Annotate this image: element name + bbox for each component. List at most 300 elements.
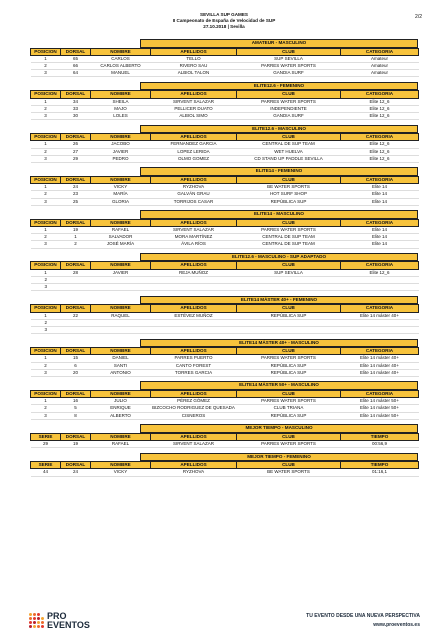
logo-dot (41, 617, 44, 620)
logo-dot (37, 617, 40, 620)
table-row (31, 312, 419, 319)
table-cell: Elite 14 máster 50+ (341, 412, 419, 419)
table-cell: CENTRAL DE SUP TEAM (237, 241, 341, 248)
table-cell: 24 (61, 469, 91, 476)
section-title: ELITE14 MÁSTER 50+ - MASCULINO (140, 381, 418, 390)
result-section (30, 39, 418, 77)
table-cell: 27 (61, 148, 91, 155)
table-cell: 2 (31, 405, 61, 412)
table-row (31, 326, 419, 333)
table-cell: 1 (31, 269, 61, 276)
table-cell: SANTI (91, 362, 151, 369)
table-row (31, 226, 419, 233)
column-header: DORSAL (61, 305, 91, 312)
table-cell: REPÚBLICA SUP (237, 362, 341, 369)
logo-dot (29, 621, 32, 624)
table-cell: 1 (31, 55, 61, 62)
column-header: CATEGORIA (341, 48, 419, 55)
table-cell: 2 (31, 63, 61, 70)
table-cell: MAJO (91, 105, 151, 112)
column-header: NOMBRE (91, 262, 151, 269)
table-cell: VICKY (91, 184, 151, 191)
table-header-row (31, 462, 419, 469)
column-header: NOMBRE (91, 91, 151, 98)
results-table (30, 90, 419, 120)
column-header: APELLIDOS (151, 219, 237, 226)
table-cell: 1 (31, 398, 61, 405)
table-cell: Elite 14 (341, 234, 419, 241)
table-cell: MARÍA (91, 191, 151, 198)
event-title: SEVILLA SUP GAMES (200, 12, 248, 17)
table-cell: 28 (61, 269, 91, 276)
table-cell: 6 (61, 362, 91, 369)
table-cell (61, 276, 91, 283)
footer (0, 604, 448, 640)
column-header: CLUB (237, 219, 341, 226)
table-cell (61, 319, 91, 326)
table-cell: Amateur (341, 70, 419, 77)
results-table (30, 176, 419, 206)
column-header: APELLIDOS (151, 462, 237, 469)
table-cell: 16 (61, 398, 91, 405)
column-header: DORSAL (61, 262, 91, 269)
table-cell: RAFAEL (91, 226, 151, 233)
table-row (31, 105, 419, 112)
table-row (31, 198, 419, 205)
table-row (31, 155, 419, 162)
table-cell (237, 276, 341, 283)
table-cell: Elite 12_6 (341, 105, 419, 112)
logo-dot (33, 613, 36, 616)
results-table (30, 48, 419, 78)
column-header: CATEGORIA (341, 262, 419, 269)
column-header: DORSAL (61, 348, 91, 355)
championship-title: II Campeonato de España de Velocidad de SUP (172, 18, 276, 23)
table-cell: PARRES WATER SPORTS (237, 226, 341, 233)
table-cell: Elite 14 máster 50+ (341, 398, 419, 405)
table-cell: 2 (31, 105, 61, 112)
table-cell: RYZHOVA (151, 469, 237, 476)
table-cell: 3 (31, 155, 61, 162)
table-cell: 2 (31, 276, 61, 283)
table-header-row (31, 262, 419, 269)
table-cell: 3 (31, 198, 61, 205)
table-cell: RIVERO SAU (151, 63, 237, 70)
column-header: APELLIDOS (151, 348, 237, 355)
table-cell: JULIO (91, 398, 151, 405)
column-header: DORSAL (61, 134, 91, 141)
table-row (31, 70, 419, 77)
column-header: SERIE (31, 433, 61, 440)
table-cell (91, 276, 151, 283)
column-header: CATEGORIA (341, 91, 419, 98)
table-cell: Elite 14 máster 40+ (341, 312, 419, 319)
column-header: CATEGORIA (341, 348, 419, 355)
table-header-row (31, 433, 419, 440)
column-header: DORSAL (61, 176, 91, 183)
section-title: ELITE14 - FEMENINO (140, 167, 418, 176)
column-header: DORSAL (61, 433, 91, 440)
table-cell: REPÚBLICA SUP (237, 412, 341, 419)
table-cell: FERNANDEZ GARCIA (151, 141, 237, 148)
column-header: DORSAL (61, 462, 91, 469)
table-cell: REPÚBLICA SUP (237, 198, 341, 205)
table-cell: TELLO (151, 55, 237, 62)
table-cell: CLUB TRIANA (237, 405, 341, 412)
table-header-row (31, 219, 419, 226)
table-cell (91, 326, 151, 333)
table-cell: RAQUEL (91, 312, 151, 319)
table-cell: Elite 12_6 (341, 269, 419, 276)
logo-dot (29, 613, 32, 616)
table-cell: 24 (61, 184, 91, 191)
table-cell: 23 (61, 191, 91, 198)
result-section (30, 82, 418, 120)
table-cell: 3 (31, 326, 61, 333)
table-cell: Elite 14 (341, 184, 419, 191)
table-cell: SIRVENT SALAZAR (151, 440, 237, 447)
table-cell: RAFAEL (91, 440, 151, 447)
logo-dot (29, 617, 32, 620)
table-cell: GANDIA SURF (237, 113, 341, 120)
column-header: APELLIDOS (151, 390, 237, 397)
table-cell (341, 326, 419, 333)
results-table (30, 304, 419, 334)
column-header: POSICION (31, 48, 61, 55)
column-header: CLUB (237, 176, 341, 183)
table-cell (151, 319, 237, 326)
table-cell: REPÚBLICA SUP (237, 312, 341, 319)
table-row (31, 234, 419, 241)
table-cell: 3 (31, 113, 61, 120)
column-header: CLUB (237, 48, 341, 55)
document-header (0, 12, 448, 30)
table-cell (341, 284, 419, 291)
results-table (30, 261, 419, 291)
event-date-location: 27.10.2018 | Sevilla (203, 24, 245, 29)
table-row (31, 55, 419, 62)
table-cell: 34 (61, 98, 91, 105)
table-cell: Elite 12_6 (341, 113, 419, 120)
result-section (30, 253, 418, 291)
table-cell: 1 (31, 184, 61, 191)
table-cell: SHEILA (91, 98, 151, 105)
table-cell: HOT SURF SHOP (237, 191, 341, 198)
table-cell (91, 284, 151, 291)
column-header: POSICION (31, 348, 61, 355)
column-header: CLUB (237, 305, 341, 312)
table-cell: ALBIOL SIMO (151, 113, 237, 120)
result-section (30, 296, 418, 334)
table-cell: GANDIA SURF (237, 70, 341, 77)
table-cell: WET HUELVA (237, 148, 341, 155)
table-cell: Elite 14 (341, 198, 419, 205)
column-header: POSICION (31, 305, 61, 312)
column-header: DORSAL (61, 91, 91, 98)
table-cell: CARLOS (91, 55, 151, 62)
table-cell: 20 (61, 369, 91, 376)
table-header-row (31, 91, 419, 98)
table-row (31, 405, 419, 412)
table-cell (341, 276, 419, 283)
result-section (30, 424, 418, 448)
table-cell: LOPEZ LERIDA (151, 148, 237, 155)
logo-dot (33, 621, 36, 624)
table-cell: 19 (61, 440, 91, 447)
table-cell: REJA MUÑOZ (151, 269, 237, 276)
logo-dot (33, 617, 36, 620)
table-cell: 19 (61, 226, 91, 233)
results-table (30, 390, 419, 420)
table-cell: 1 (61, 234, 91, 241)
table-cell: Amateur (341, 55, 419, 62)
logo-word-pro: PRO (47, 611, 67, 621)
table-cell: 22 (61, 312, 91, 319)
column-header: CLUB (237, 462, 341, 469)
table-row (31, 319, 419, 326)
column-header: NOMBRE (91, 348, 151, 355)
column-header: POSICION (31, 134, 61, 141)
table-cell: JOSÉ MARÍA (91, 241, 151, 248)
table-cell: 1 (31, 98, 61, 105)
table-row (31, 355, 419, 362)
table-cell: 29 (61, 155, 91, 162)
table-cell: 5 (61, 405, 91, 412)
column-header: POSICION (31, 219, 61, 226)
table-header-row (31, 348, 419, 355)
section-title: MEJOR TIEMPO - FEMENINO (140, 453, 418, 462)
logo-dot (37, 621, 40, 624)
table-cell: PARRES WATER SPORTS (237, 398, 341, 405)
result-section (30, 125, 418, 163)
table-cell: PARRES WATER SPORTS (237, 98, 341, 105)
column-header: DORSAL (61, 390, 91, 397)
table-cell: 3 (31, 284, 61, 291)
table-row (31, 148, 419, 155)
logo-dot (33, 625, 36, 628)
footer-website[interactable]: www.proeventos.es (373, 622, 420, 628)
table-cell: TORRIJOS CASAR (151, 198, 237, 205)
results-table (30, 347, 419, 377)
table-row (31, 398, 419, 405)
table-cell: Elite 14 (341, 226, 419, 233)
section-title: ELITE14 - MASCULINO (140, 210, 418, 219)
column-header: NOMBRE (91, 305, 151, 312)
results-table (30, 133, 419, 163)
table-row (31, 269, 419, 276)
table-cell: 1 (31, 226, 61, 233)
table-cell: 64 (61, 70, 91, 77)
section-title: ELITE12.6 - MASCULINO (140, 125, 418, 134)
table-cell (61, 326, 91, 333)
table-cell: Elite 12_6 (341, 141, 419, 148)
table-cell: 2 (31, 148, 61, 155)
table-cell: PARRES WATER SPORTS (237, 440, 341, 447)
table-cell: Elite 14 (341, 241, 419, 248)
column-header: NOMBRE (91, 176, 151, 183)
table-cell: 8 (61, 412, 91, 419)
table-header-row (31, 176, 419, 183)
table-cell: 01:16,1 (341, 469, 419, 476)
table-row (31, 412, 419, 419)
table-cell: Elite 12_6 (341, 98, 419, 105)
table-cell: 2 (31, 191, 61, 198)
table-header-row (31, 48, 419, 55)
table-cell: CARLOS ALBERTO (91, 63, 151, 70)
table-cell: SUP SEVILLA (237, 269, 341, 276)
table-cell: LOLES (91, 113, 151, 120)
column-header: TIEMPO (341, 462, 419, 469)
logo-dot (37, 613, 40, 616)
table-cell: 3 (31, 70, 61, 77)
table-cell (151, 326, 237, 333)
table-cell: SUP SEVILLA (237, 55, 341, 62)
result-section (30, 167, 418, 205)
column-header: TIEMPO (341, 433, 419, 440)
table-cell: PÉREZ GÓMEZ (151, 398, 237, 405)
table-cell: ALBERTO (91, 412, 151, 419)
column-header: POSICION (31, 390, 61, 397)
table-cell: 3 (31, 369, 61, 376)
results-table (30, 461, 419, 477)
column-header: NOMBRE (91, 390, 151, 397)
table-row (31, 362, 419, 369)
table-cell: MORA MARTÍNEZ (151, 234, 237, 241)
column-header: CLUB (237, 262, 341, 269)
table-cell: CD STAND UP PADDLE SEVILLA (237, 155, 341, 162)
table-row (31, 276, 419, 283)
table-cell: OLMO GOMEZ (151, 155, 237, 162)
logo-word-eventos: EVENTOS (47, 620, 90, 630)
column-header: APELLIDOS (151, 48, 237, 55)
column-header: APELLIDOS (151, 176, 237, 183)
result-section (30, 381, 418, 419)
table-cell (61, 284, 91, 291)
table-cell: INDEPENDIENTE (237, 105, 341, 112)
table-cell: 2 (31, 319, 61, 326)
column-header: NOMBRE (91, 433, 151, 440)
column-header: POSICION (31, 262, 61, 269)
table-cell: Elite 14 máster 40+ (341, 369, 419, 376)
table-cell: ALBIOL TALON (151, 70, 237, 77)
table-cell: 00:56,9 (341, 440, 419, 447)
table-header-row (31, 390, 419, 397)
column-header: NOMBRE (91, 462, 151, 469)
column-header: CLUB (237, 433, 341, 440)
logo-dot (41, 625, 44, 628)
table-cell: 3 (31, 241, 61, 248)
column-header: NOMBRE (91, 219, 151, 226)
table-cell: MANUEL (91, 70, 151, 77)
table-cell: CENTRAL DE SUP TEAM (237, 141, 341, 148)
result-section (30, 339, 418, 377)
table-cell: BIZCOCHO RODRIGUEZ DE QUESADA (152, 405, 235, 411)
table-cell: 15 (61, 355, 91, 362)
table-cell: BE WATER SPORTS (237, 469, 341, 476)
table-row (31, 63, 419, 70)
results-table (30, 433, 419, 449)
table-cell: 1 (31, 355, 61, 362)
table-cell: 66 (61, 63, 91, 70)
column-header: APELLIDOS (151, 134, 237, 141)
table-cell: VICKY (91, 469, 151, 476)
section-title: ELITE14 MÁSTER 40+ - FEMENINO (140, 296, 418, 305)
column-header: CLUB (237, 134, 341, 141)
table-cell: GALVÁN GRAU (151, 191, 237, 198)
table-cell: SIRVENT SALAZAR (151, 226, 237, 233)
column-header: CATEGORIA (341, 134, 419, 141)
table-cell: PELLICER DUATO (151, 105, 237, 112)
table-cell: Elite 14 máster 40+ (341, 355, 419, 362)
table-cell: 1 (31, 312, 61, 319)
table-cell: CANTO FOREST (151, 362, 237, 369)
table-cell: 44 (31, 469, 61, 476)
table-cell: 33 (61, 105, 91, 112)
section-title: AMATEUR - MASCULINO (140, 39, 418, 48)
table-cell: 2 (61, 241, 91, 248)
table-cell: CISNEROS (151, 412, 237, 419)
table-cell: BE WATER SPORTS (237, 184, 341, 191)
column-header: DORSAL (61, 48, 91, 55)
table-cell: PARRES WATER SPORTS (237, 355, 341, 362)
results-list (30, 39, 418, 481)
table-cell: CENTRAL DE SUP TEAM (237, 234, 341, 241)
table-cell: 3 (31, 412, 61, 419)
table-row (31, 241, 419, 248)
section-title: ELITE12.6 - FEMENINO (140, 82, 418, 91)
table-row (31, 469, 419, 476)
table-cell (237, 326, 341, 333)
table-cell: 1 (31, 141, 61, 148)
column-header: CATEGORIA (341, 176, 419, 183)
column-header: CATEGORIA (341, 305, 419, 312)
table-cell: GLORIA (91, 198, 151, 205)
table-cell: ESTÉVEZ MUÑOZ (151, 312, 237, 319)
column-header: CLUB (237, 348, 341, 355)
result-section (30, 210, 418, 248)
section-title: ELITE12.6 - MASCULINO - SUP ADAPTADO (140, 253, 418, 262)
table-row (31, 284, 419, 291)
column-header: CLUB (237, 390, 341, 397)
table-cell: TORRES GARCIA (151, 369, 237, 376)
column-header: POSICION (31, 176, 61, 183)
table-cell: SALVADOR (91, 234, 151, 241)
table-cell: REPÚBLICA SUP (237, 369, 341, 376)
table-cell (237, 284, 341, 291)
table-cell (151, 284, 237, 291)
column-header: APELLIDOS (151, 433, 237, 440)
table-cell: ENRIQUE (91, 405, 151, 412)
footer-slogan: TU EVENTO DESDE UNA NUEVA PERSPECTIVA (306, 613, 420, 619)
section-title: ELITE14 MÁSTER 40+ - MASCULINO (140, 339, 418, 348)
table-cell: Elite 14 máster 50+ (341, 405, 419, 412)
table-row (31, 98, 419, 105)
column-header: POSICION (31, 91, 61, 98)
logo-dots-icon (29, 613, 45, 629)
logo-dot (37, 625, 40, 628)
table-cell: Elite 12_6 (341, 148, 419, 155)
table-cell: ANTONIO (91, 369, 151, 376)
result-section (30, 453, 418, 477)
table-cell: JAVIER (91, 269, 151, 276)
proeventos-logo (29, 610, 109, 634)
table-cell: RYZHOVA (151, 184, 237, 191)
table-cell (237, 319, 341, 326)
column-header: DORSAL (61, 219, 91, 226)
table-header-row (31, 305, 419, 312)
table-cell: ÁVILA RÍOS (151, 241, 237, 248)
table-header-row (31, 134, 419, 141)
